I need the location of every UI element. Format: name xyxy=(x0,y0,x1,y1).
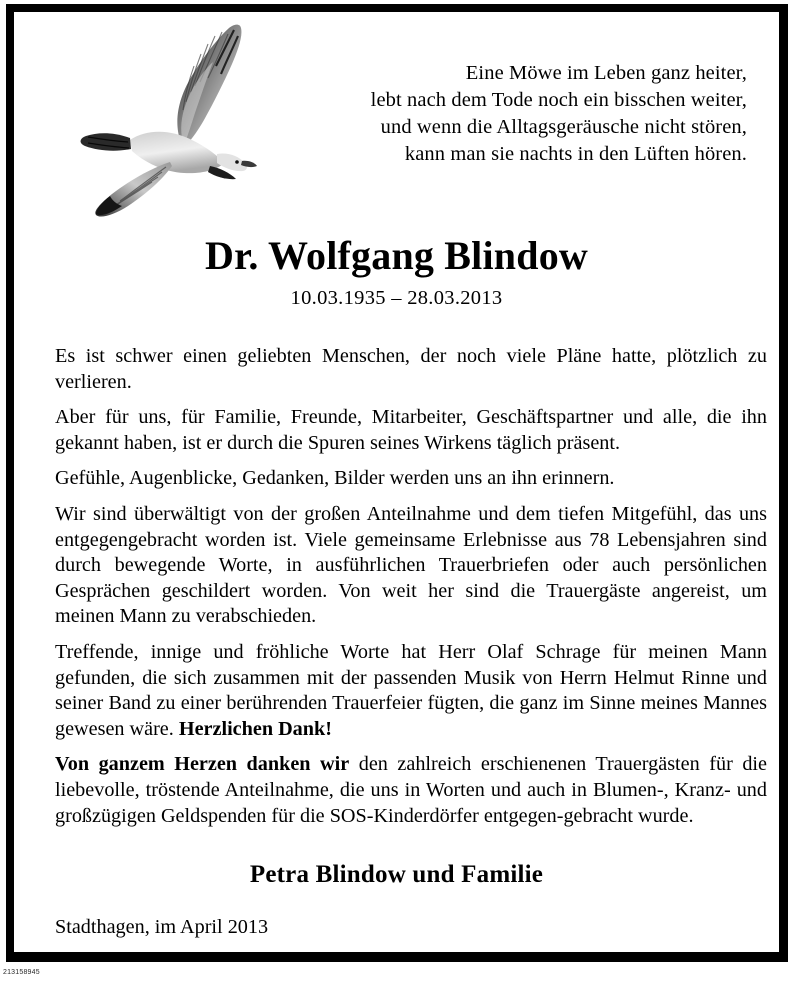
catalog-id: 213158945 xyxy=(3,969,40,976)
poem-line-4: kann man sie nachts in den Lüften hören. xyxy=(404,143,747,165)
poem-line-3: und wenn die Alltagsgeräusche nicht stören, xyxy=(380,116,747,138)
paragraph-1: Es ist schwer einen geliebten Menschen, der noch viele Pläne hatte, plötzlich zu verlieren. xyxy=(55,345,767,393)
seagull-in-flight-icon xyxy=(52,20,267,225)
family-signature: Petra Blindow und Familie xyxy=(249,861,544,888)
poem-line-1: Eine Möwe im Leben ganz heiter, xyxy=(465,62,747,84)
paragraph-3: Gefühle, Augenblicke, Gedanken, Bilder werden uns an ihn erinnern. xyxy=(55,467,615,490)
paragraph-6 xyxy=(55,752,767,829)
paragraph-5 xyxy=(55,640,767,742)
poem xyxy=(327,60,747,168)
obituary-frame xyxy=(6,4,788,962)
notice-body xyxy=(55,344,767,829)
paragraph-2: Aber für uns, für Familie, Freunde, Mitarbeiter, Geschäftspartner und alle, die ihn gekannt haben, ist er durch die Spuren seines Wirkens täglich präsent. xyxy=(55,406,767,454)
place-and-date: Stadthagen, im April 2013 xyxy=(55,916,269,938)
paragraph-4: Wir sind überwältigt von der großen Anteilnahme und dem tiefen Mitgefühl, das uns entgegengebracht worden ist. Viele gemeinsame Erlebnisse aus 78 Lebensjahren sind durch bewegende Worte, in ausführlichen Trauerbriefen oder auch persönlichen Gesprächen geschildert worden. Von weit her sind die Trauergäste angereist, um meinen Mann zu verabschieden. xyxy=(55,502,767,628)
paragraph-5-emphasis: Herzlichen Dank! xyxy=(178,717,332,740)
deceased-dates: 10.03.1935 – 28.03.2013 xyxy=(290,287,503,309)
deceased-block xyxy=(14,232,779,310)
deceased-name: Dr. Wolfgang Blindow xyxy=(204,233,588,278)
notice-header xyxy=(14,12,779,224)
paragraph-5-text: Treffende, innige und fröhliche Worte hat Herr Olaf Schrage für meinen Mann gefunden, die sich zusammen mit der passenden Musik von Herrn Helmut Rinne und seiner Band zu einer berührenden Trauerfeier fügten, die ganz im Sinne meines Mannes gewesen wäre. xyxy=(55,640,767,740)
paragraph-6-text: den zahlreich erschienenen Trauergästen für die liebevolle, tröstende Anteilnahme, die uns in Worten und auch in Blumen-, Kranz- und großzügigen Geldspenden für die SOS-Kinderdörfer entgegen-gebracht wurde. xyxy=(55,753,767,827)
paragraph-6-emphasis: Von ganzem Herzen danken wir xyxy=(55,753,350,776)
poem-line-2: lebt nach dem Tode noch ein bisschen weiter, xyxy=(370,89,747,111)
obituary-content xyxy=(14,12,779,952)
